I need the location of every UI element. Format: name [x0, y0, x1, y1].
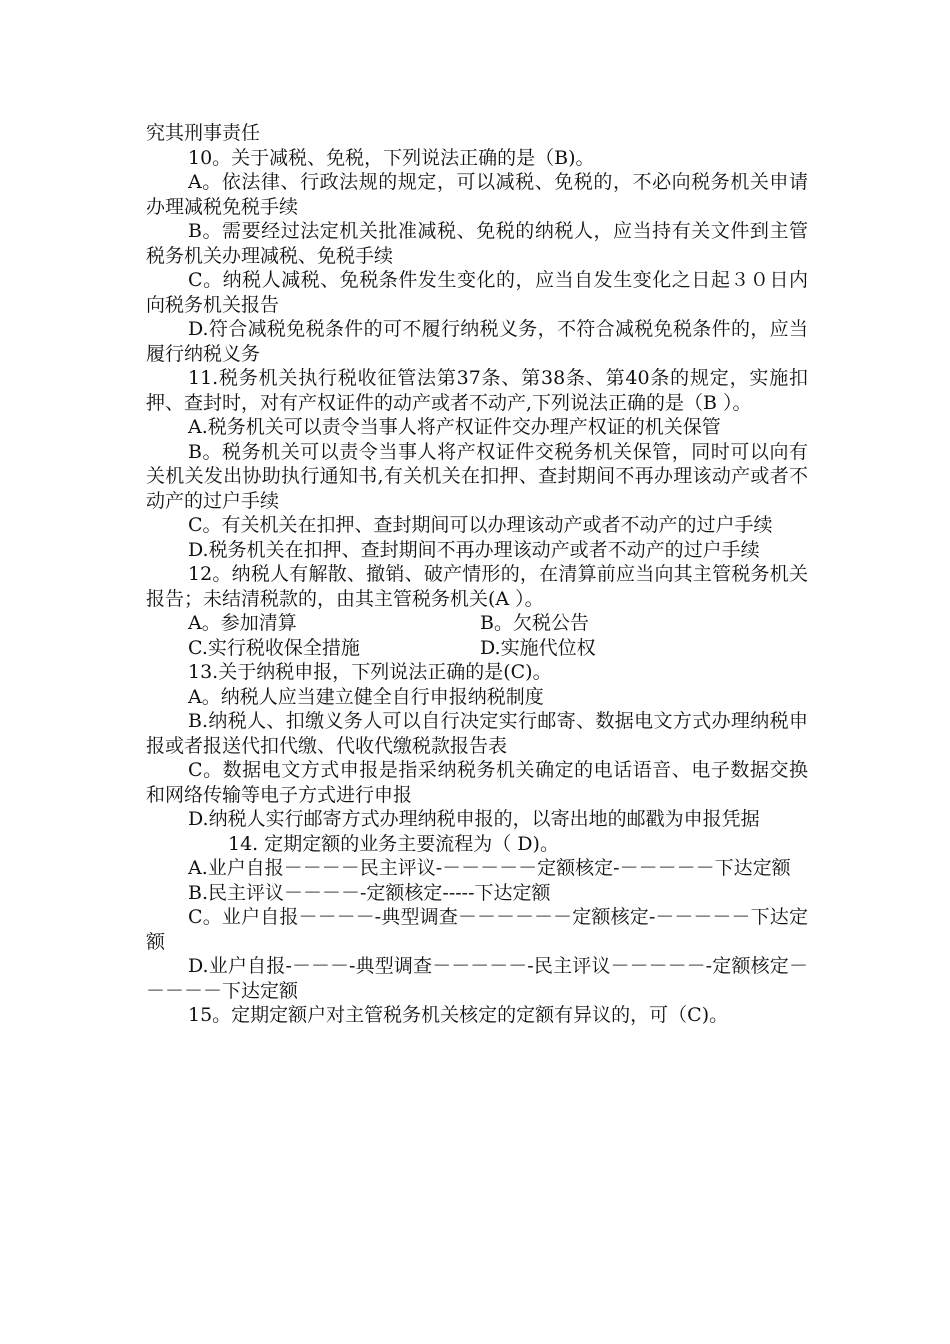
- question-12-option-d: D.实施代位权: [480, 636, 596, 659]
- question-13: 13.关于纳税申报，下列说法正确的是(C)。: [188, 661, 552, 683]
- question-12-option-c: C.实行税收保全措施: [188, 636, 360, 659]
- question-12-options-row-1: [146, 611, 808, 636]
- question-14-option-b: B.民主评议－－－－-定额核定-----下达定额: [188, 881, 551, 904]
- paragraph-continuation: 究其刑事责任: [146, 122, 261, 144]
- question-10-option-a: A。依法律、行政法规的规定，可以减税、免税的，不必向税务机关申请办理减税免税手续: [146, 171, 808, 218]
- question-13-option-c: C。数据电文方式申报是指采纳税务机关确定的电话语音、电子数据交换和网络传输等电子方式进行申报: [146, 759, 808, 806]
- question-11: 11.税务机关执行税收征管法第37条、第38条、第40条的规定，实施扣押、查封时，对有产权证件的动产或者不动产,下列说法正确的是（B ）。: [146, 367, 808, 414]
- question-12: 12。纳税人有解散、撤销、破产情形的，在清算前应当向其主管税务机关报告；未结清税款的，由其主管税务机关(A ）。: [146, 563, 808, 610]
- document-body: [146, 121, 808, 1028]
- question-11-option-c: C。有关机关在扣押、查封期间可以办理该动产或者不动产的过户手续: [188, 514, 773, 536]
- question-13-option-d: D.纳税人实行邮寄方式办理纳税申报的，以寄出地的邮戳为申报凭据: [188, 808, 760, 830]
- question-11-option-b: B。税务机关可以责令当事人将产权证件交税务机关保管，同时可以向有关机关发出协助执行通知书,有关机关在扣押、查封期间不再办理该动产或者不动产的过户手续: [146, 440, 808, 512]
- question-10-option-d: D.符合减税免税条件的可不履行纳税义务，不符合减税免税条件的，应当履行纳税义务: [146, 318, 808, 365]
- question-10: 10。关于减税、免税，下列说法正确的是（B)。: [188, 146, 595, 169]
- question-14-option-d: D.业户自报-－－－-典型调查－－－－－-民主评议－－－－－-定额核定－－－－－下达定额: [146, 955, 808, 1002]
- question-10-option-c: C。纳税人减税、免税条件发生变化的，应当自发生变化之日起３０日内向税务机关报告: [146, 269, 808, 316]
- question-12-option-b: B。欠税公告: [480, 612, 589, 634]
- question-14: 14. 定期定额的业务主要流程为（ D)。: [228, 832, 559, 855]
- question-14-option-c: C。业户自报－－－－-典型调查－－－－－－定额核定-－－－－－下达定额: [146, 906, 808, 953]
- question-15: 15。定期定额户对主管税务机关核定的定额有异议的，可（C)。: [188, 1004, 729, 1026]
- question-13-option-a: A。纳税人应当建立健全自行申报纳税制度: [188, 685, 544, 708]
- question-11-option-d: D.税务机关在扣押、查封期间不再办理该动产或者不动产的过户手续: [188, 538, 760, 561]
- question-13-option-b: B.纳税人、扣缴义务人可以自行决定实行邮寄、数据电文方式办理纳税申报或者报送代扣代缴、代收代缴税款报告表: [146, 710, 808, 757]
- question-12-options-row-2: [146, 636, 808, 661]
- question-14-option-a: A.业户自报－－－－民主评议-－－－－－定额核定-－－－－－下达定额: [188, 857, 791, 879]
- question-10-option-b: B。需要经过法定机关批准减税、免税的纳税人，应当持有关文件到主管税务机关办理减税、免税手续: [146, 220, 808, 267]
- question-12-option-a: A。参加清算: [188, 612, 297, 634]
- question-11-option-a: A.税务机关可以责令当事人将产权证件交办理产权证的机关保管: [188, 416, 721, 438]
